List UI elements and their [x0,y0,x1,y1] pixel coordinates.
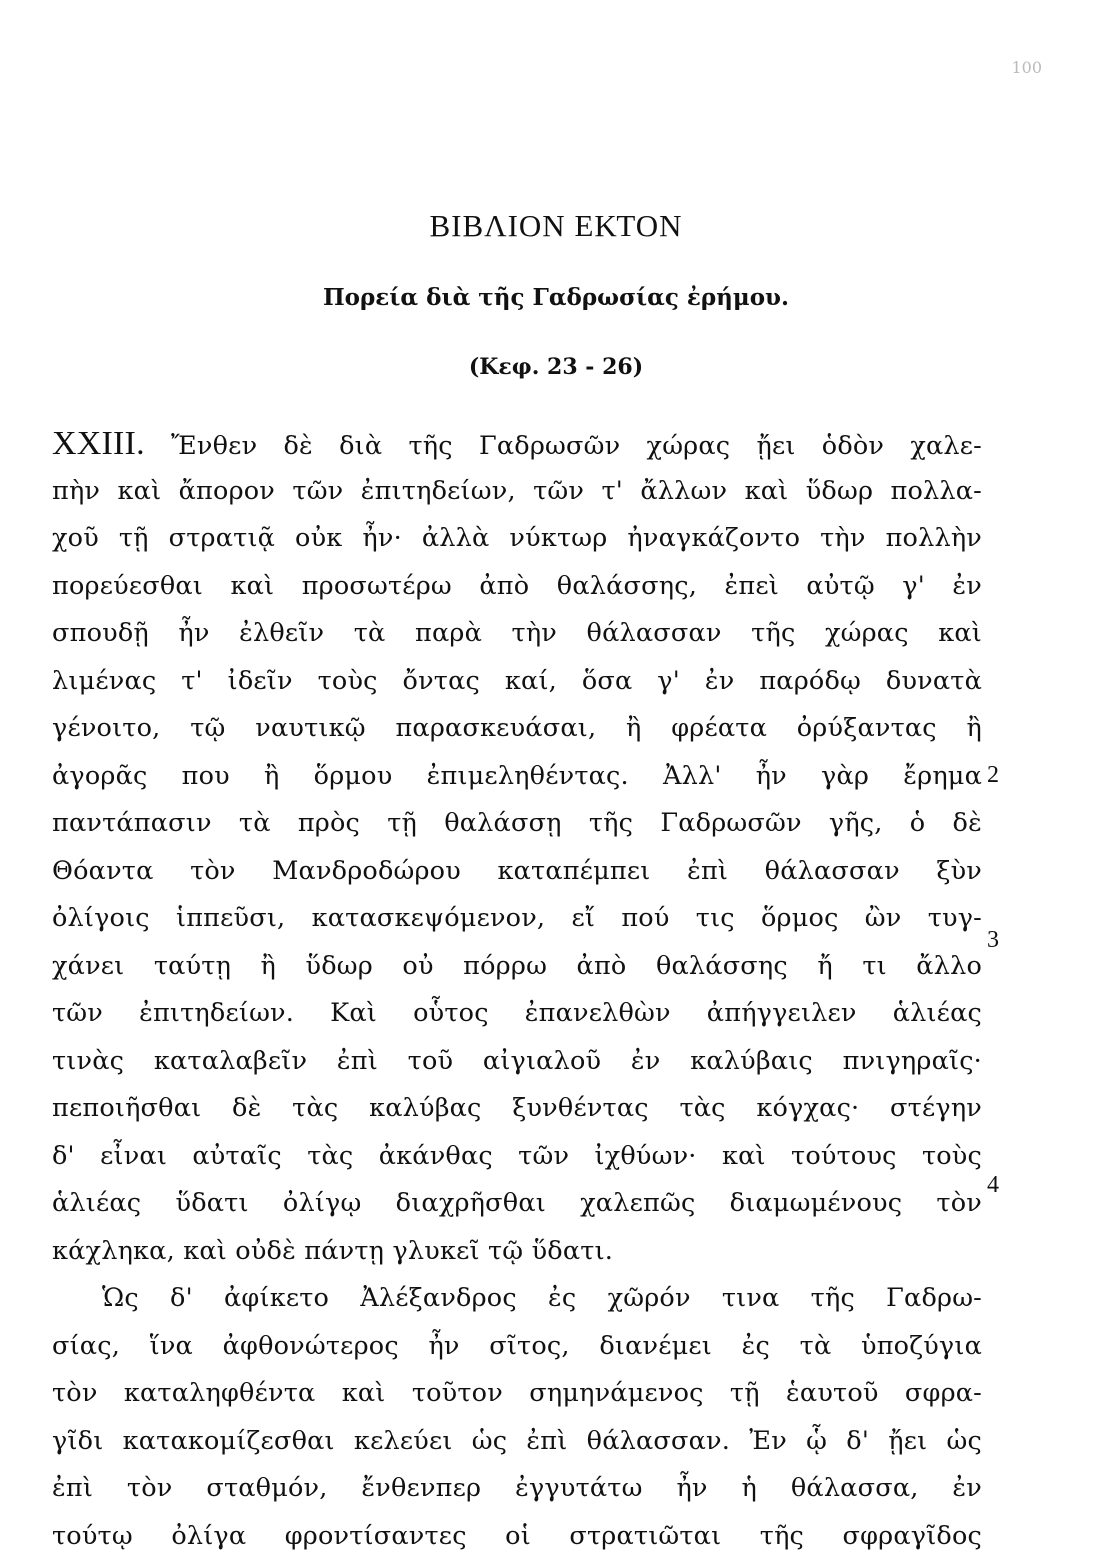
text-line: τούτῳ ὀλίγα φροντίσαντες οἱ στρατιῶται τῆς σφραγῖδος [52,1513,982,1560]
text-line: Ὡς δ' ἀφίκετο Ἀλέξανδρος ἐς χῶρόν τινα τῆς Γαδρω- [52,1275,982,1323]
text-line: τινὰς καταλαβεῖν ἐπὶ τοῦ αἰγιαλοῦ ἐν καλύβαις πνιγηραῖς· [52,1038,982,1086]
text-line: γένοιτο, τῷ ναυτικῷ παρασκευάσαι, ἢ φρέατα ὀρύξαντας ἢ [52,705,982,753]
section-subtitle: Πορεία διὰ τῆς Γαδρωσίας ἐρήμου. [0,284,1112,311]
text-line: Θόαντα τὸν Μανδροδώρου καταπέμπει ἐπὶ θάλασσαν ξὺν [52,848,982,896]
margin-section-number: 2 [987,762,999,789]
text-line: ὀλίγοις ἱππεῦσι, κατασκεψόμενον, εἴ πού τις ὅρμος ὢν τυγ- [52,895,982,943]
text-line: ἐπὶ τὸν σταθμόν, ἔνθενπερ ἐγγυτάτω ἦν ἡ θάλασσα, ἐν [52,1465,982,1513]
text-line: XXIII. Ἔνθεν δὲ διὰ τῆς Γαδρωσῶν χώρας ᾔει ὁδὸν χαλε- [52,420,982,468]
text-line: ἀγορᾶς που ἢ ὅρμου ἐπιμεληθέντας. Ἀλλ' ἦν γὰρ ἔρημα [52,753,982,801]
text-line: λιμένας τ' ἰδεῖν τοὺς ὄντας καί, ὅσα γ' ἐν παρόδῳ δυνατὰ [52,658,982,706]
chapter-range: (Κεφ. 23 - 26) [0,354,1112,380]
book-title: ΒΙΒΛΙΟΝ ΕΚΤΟΝ [0,208,1112,244]
text-line: σπουδῇ ἦν ἐλθεῖν τὰ παρὰ τὴν θάλασσαν τῆς χώρας καὶ [52,610,982,658]
text-line: δ' εἶναι αὐταῖς τὰς ἀκάνθας τῶν ἰχθύων· καὶ τούτους τοὺς [52,1133,982,1181]
text-line: χοῦ τῇ στρατιᾷ οὐκ ἦν· ἀλλὰ νύκτωρ ἠναγκάζοντο τὴν πολλὴν [52,515,982,563]
text-line: τὸν καταληφθέντα καὶ τοῦτον σημηνάμενος τῇ ἑαυτοῦ σφρα- [52,1370,982,1418]
text-line: πορεύεσθαι καὶ προσωτέρω ἀπὸ θαλάσσης, ἐπεὶ αὐτῷ γ' ἐν [52,563,982,611]
text-line: χάνει ταύτῃ ἢ ὕδωρ οὐ πόρρω ἀπὸ θαλάσσης ἤ τι ἄλλο [52,943,982,991]
text-line: τῶν ἐπιτηδείων. Καὶ οὗτος ἐπανελθὼν ἀπήγγειλεν ἁλιέας [52,990,982,1038]
text-line: πὴν καὶ ἄπορον τῶν ἐπιτηδείων, τῶν τ' ἄλλων καὶ ὕδωρ πολλα- [52,468,982,516]
margin-section-number: 3 [987,927,999,954]
text-line: πεποιῆσθαι δὲ τὰς καλύβας ξυνθέντας τὰς κόγχας· στέγην [52,1085,982,1133]
body-text [52,420,982,1560]
text-line: ἁλιέας ὕδατι ὀλίγῳ διαχρῆσθαι χαλεπῶς διαμωμένους τὸν [52,1180,982,1228]
page-number: 100 [1011,58,1042,77]
margin-section-number: 4 [987,1172,999,1199]
text-line: παντάπασιν τὰ πρὸς τῇ θαλάσσῃ τῆς Γαδρωσῶν γῆς, ὁ δὲ [52,800,982,848]
text-line: κάχληκα, καὶ οὐδὲ πάντῃ γλυκεῖ τῷ ὕδατι. [52,1228,982,1276]
chapter-number: XXIII. [52,425,145,462]
text-line: σίας, ἵνα ἀφθονώτερος ἦν σῖτος, διανέμει ἐς τὰ ὑποζύγια [52,1323,982,1371]
text-line: γῖδι κατακομίζεσθαι κελεύει ὡς ἐπὶ θάλασσαν. Ἐν ᾧ δ' ᾔει ὡς [52,1418,982,1466]
